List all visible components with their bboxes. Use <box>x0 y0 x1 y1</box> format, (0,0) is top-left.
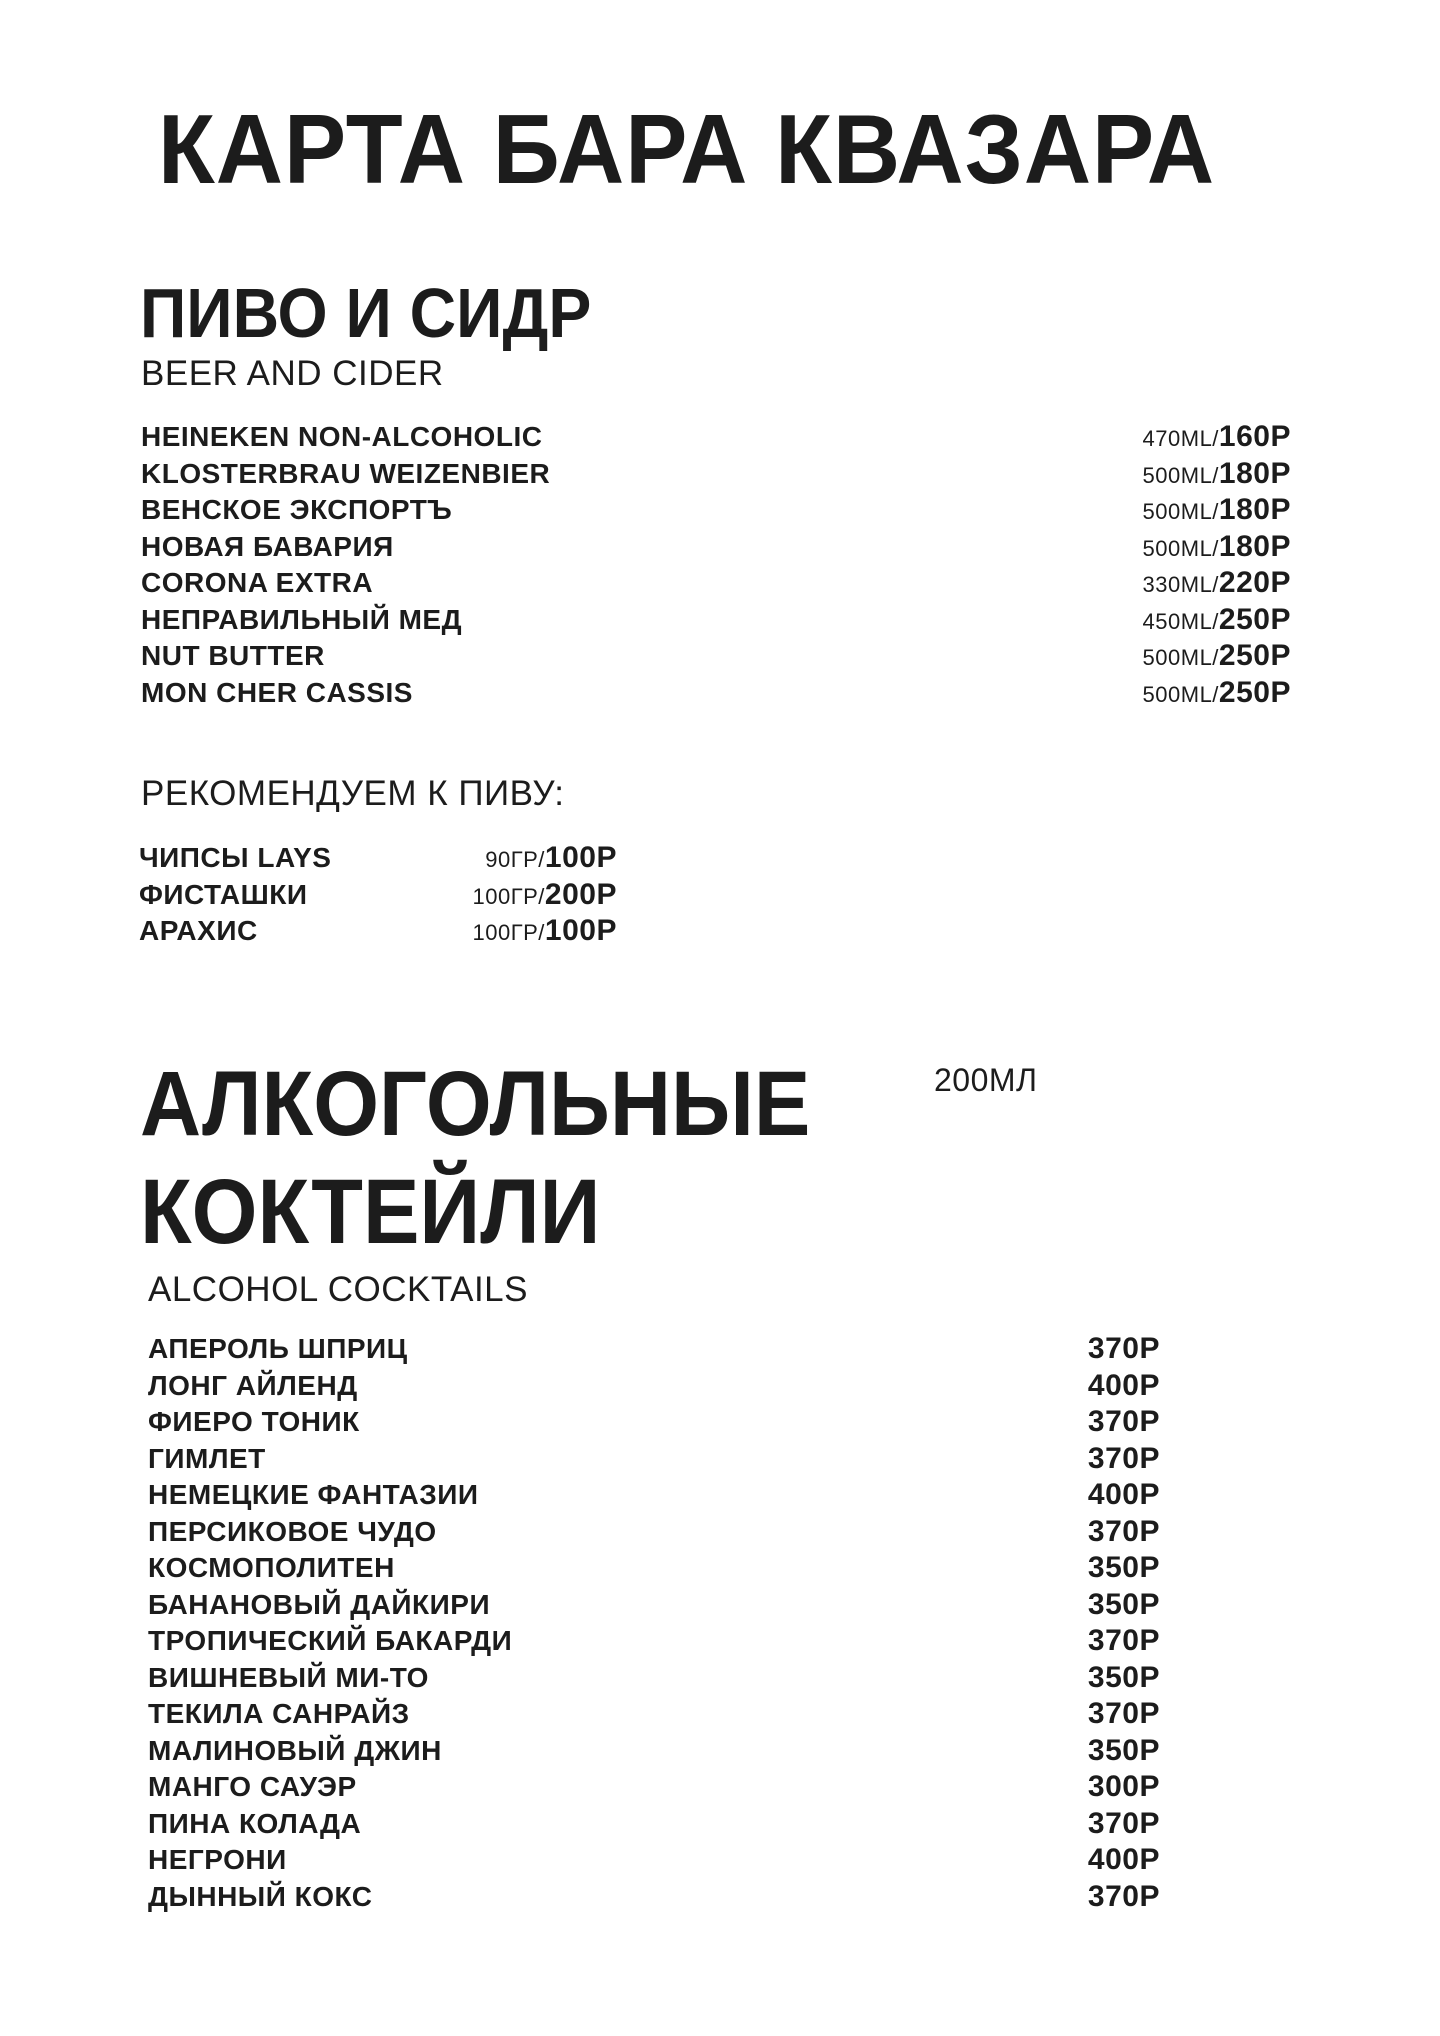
item-price: 500ML/180Р <box>1142 456 1291 490</box>
item-price: 350Р <box>1087 1551 1160 1584</box>
beer-item <box>141 602 1291 639</box>
item-name: НЕПРАВИЛЬНЫЙ МЕД <box>141 603 463 635</box>
cocktail-item <box>148 1587 1160 1624</box>
item-name: ТРОПИЧЕСКИЙ БАКАРДИ <box>148 1625 513 1656</box>
item-price: 350Р <box>1087 1587 1160 1621</box>
item-name: ГИМЛЕТ <box>148 1442 266 1474</box>
cocktail-item <box>148 1806 1160 1843</box>
item-name: NUT BUTTER <box>141 640 325 671</box>
item-name: МАЛИНОВЫЙ ДЖИН <box>148 1734 442 1766</box>
item-name: HEINEKEN NON-ALCOHOLIC <box>141 421 543 452</box>
beer-item <box>141 529 1291 566</box>
item-name: ФИСТАШКИ <box>139 878 308 910</box>
item-name: КОСМОПОЛИТЕН <box>148 1552 395 1583</box>
item-name: ВИШНЕВЫЙ МИ-ТО <box>148 1661 429 1693</box>
cocktails-subheading: ALCOHOL COCKTAILS <box>148 1270 528 1309</box>
item-price: 370Р <box>1087 1806 1160 1840</box>
item-name: АПЕРОЛЬ ШПРИЦ <box>148 1333 408 1364</box>
item-name: ФИЕРО ТОНИК <box>148 1406 360 1437</box>
cocktail-item <box>148 1550 1160 1587</box>
item-price: 370Р <box>1087 1332 1160 1365</box>
item-name: ЛОНГ АЙЛЕНД <box>148 1369 358 1401</box>
beer-item <box>141 456 1291 493</box>
item-name: МАНГО САУЭР <box>148 1771 357 1802</box>
item-price: 370Р <box>1087 1624 1160 1657</box>
cocktail-item <box>148 1879 1160 1916</box>
item-name: ДЫННЫЙ КОКС <box>148 1880 373 1912</box>
cocktail-item <box>148 1769 1160 1806</box>
item-price: 350Р <box>1087 1733 1160 1767</box>
item-price: 90ГР/100Р <box>485 841 617 874</box>
item-price: 330ML/220Р <box>1142 566 1291 599</box>
item-price: 350Р <box>1087 1660 1160 1694</box>
item-name: CORONA EXTRA <box>141 567 374 598</box>
item-price: 100ГР/200Р <box>472 877 617 911</box>
cocktails-list <box>148 1331 1160 1915</box>
beer-item <box>141 565 1291 602</box>
cocktail-item <box>148 1660 1160 1697</box>
beer-item <box>141 492 1291 529</box>
cocktails-volume-note: 200МЛ <box>934 1062 1038 1098</box>
item-name: ПИНА КОЛАДА <box>148 1807 362 1839</box>
beer-item <box>141 638 1291 675</box>
snacks-heading: РЕКОМЕНДУЕМ К ПИВУ: <box>141 774 565 813</box>
item-price: 400Р <box>1087 1478 1160 1511</box>
cocktail-item <box>148 1477 1160 1514</box>
cocktail-item <box>148 1733 1160 1770</box>
snack-item <box>139 877 617 914</box>
item-name: ВЕНСКОЕ ЭКСПОРТЪ <box>141 494 453 525</box>
cocktail-item <box>148 1331 1160 1368</box>
item-name: ПЕРСИКОВОЕ ЧУДО <box>148 1515 437 1547</box>
item-price: 470ML/160Р <box>1142 420 1291 453</box>
item-price: 100ГР/100Р <box>472 914 617 947</box>
item-name: БАНАНОВЫЙ ДАЙКИРИ <box>148 1588 491 1620</box>
item-price: 370Р <box>1087 1405 1160 1438</box>
item-price: 370Р <box>1087 1514 1160 1548</box>
cocktail-item <box>148 1441 1160 1478</box>
item-price: 450ML/250Р <box>1142 602 1291 636</box>
cocktail-item <box>148 1404 1160 1441</box>
item-name: ТЕКИЛА САНРАЙЗ <box>148 1698 410 1729</box>
beer-subheading: BEER AND CIDER <box>141 354 444 393</box>
snack-item <box>139 840 617 877</box>
item-price: 500ML/180Р <box>1142 529 1291 563</box>
item-price: 370Р <box>1087 1441 1160 1475</box>
item-price: 400Р <box>1087 1368 1160 1402</box>
cocktail-item <box>148 1514 1160 1551</box>
cocktail-item <box>148 1696 1160 1733</box>
item-price: 400Р <box>1087 1843 1160 1876</box>
item-price: 500ML/250Р <box>1142 675 1291 709</box>
item-name: KLOSTERBRAU WEIZENBIER <box>141 457 551 489</box>
cocktail-item <box>148 1368 1160 1405</box>
item-name: НЕМЕЦКИЕ ФАНТАЗИИ <box>148 1479 479 1510</box>
item-price: 500ML/250Р <box>1142 639 1291 672</box>
cocktails-heading-line1: АЛКОГОЛЬНЫЕ <box>140 1053 811 1155</box>
item-name: АРАХИС <box>139 915 258 946</box>
beer-item <box>141 419 1291 456</box>
item-price: 500ML/180Р <box>1142 493 1291 526</box>
beer-item <box>141 675 1291 712</box>
page-title: КАРТА БАРА КВАЗАРА <box>158 94 1216 204</box>
cocktails-heading-line2: КОКТЕЙЛИ <box>140 1161 601 1263</box>
cocktail-item <box>148 1623 1160 1660</box>
snack-item <box>139 913 617 950</box>
beer-heading: ПИВО И СИДР <box>140 274 592 352</box>
item-price: 300Р <box>1087 1770 1160 1803</box>
item-price: 370Р <box>1087 1697 1160 1730</box>
item-name: MON CHER CASSIS <box>141 676 413 708</box>
beer-list <box>141 419 1291 711</box>
item-price: 370Р <box>1087 1879 1160 1913</box>
item-name: НОВАЯ БАВАРИЯ <box>141 530 394 562</box>
item-name: НЕГРОНИ <box>148 1844 287 1875</box>
cocktail-item <box>148 1842 1160 1879</box>
snacks-list <box>139 840 617 950</box>
item-name: ЧИПСЫ LAYS <box>139 842 332 873</box>
